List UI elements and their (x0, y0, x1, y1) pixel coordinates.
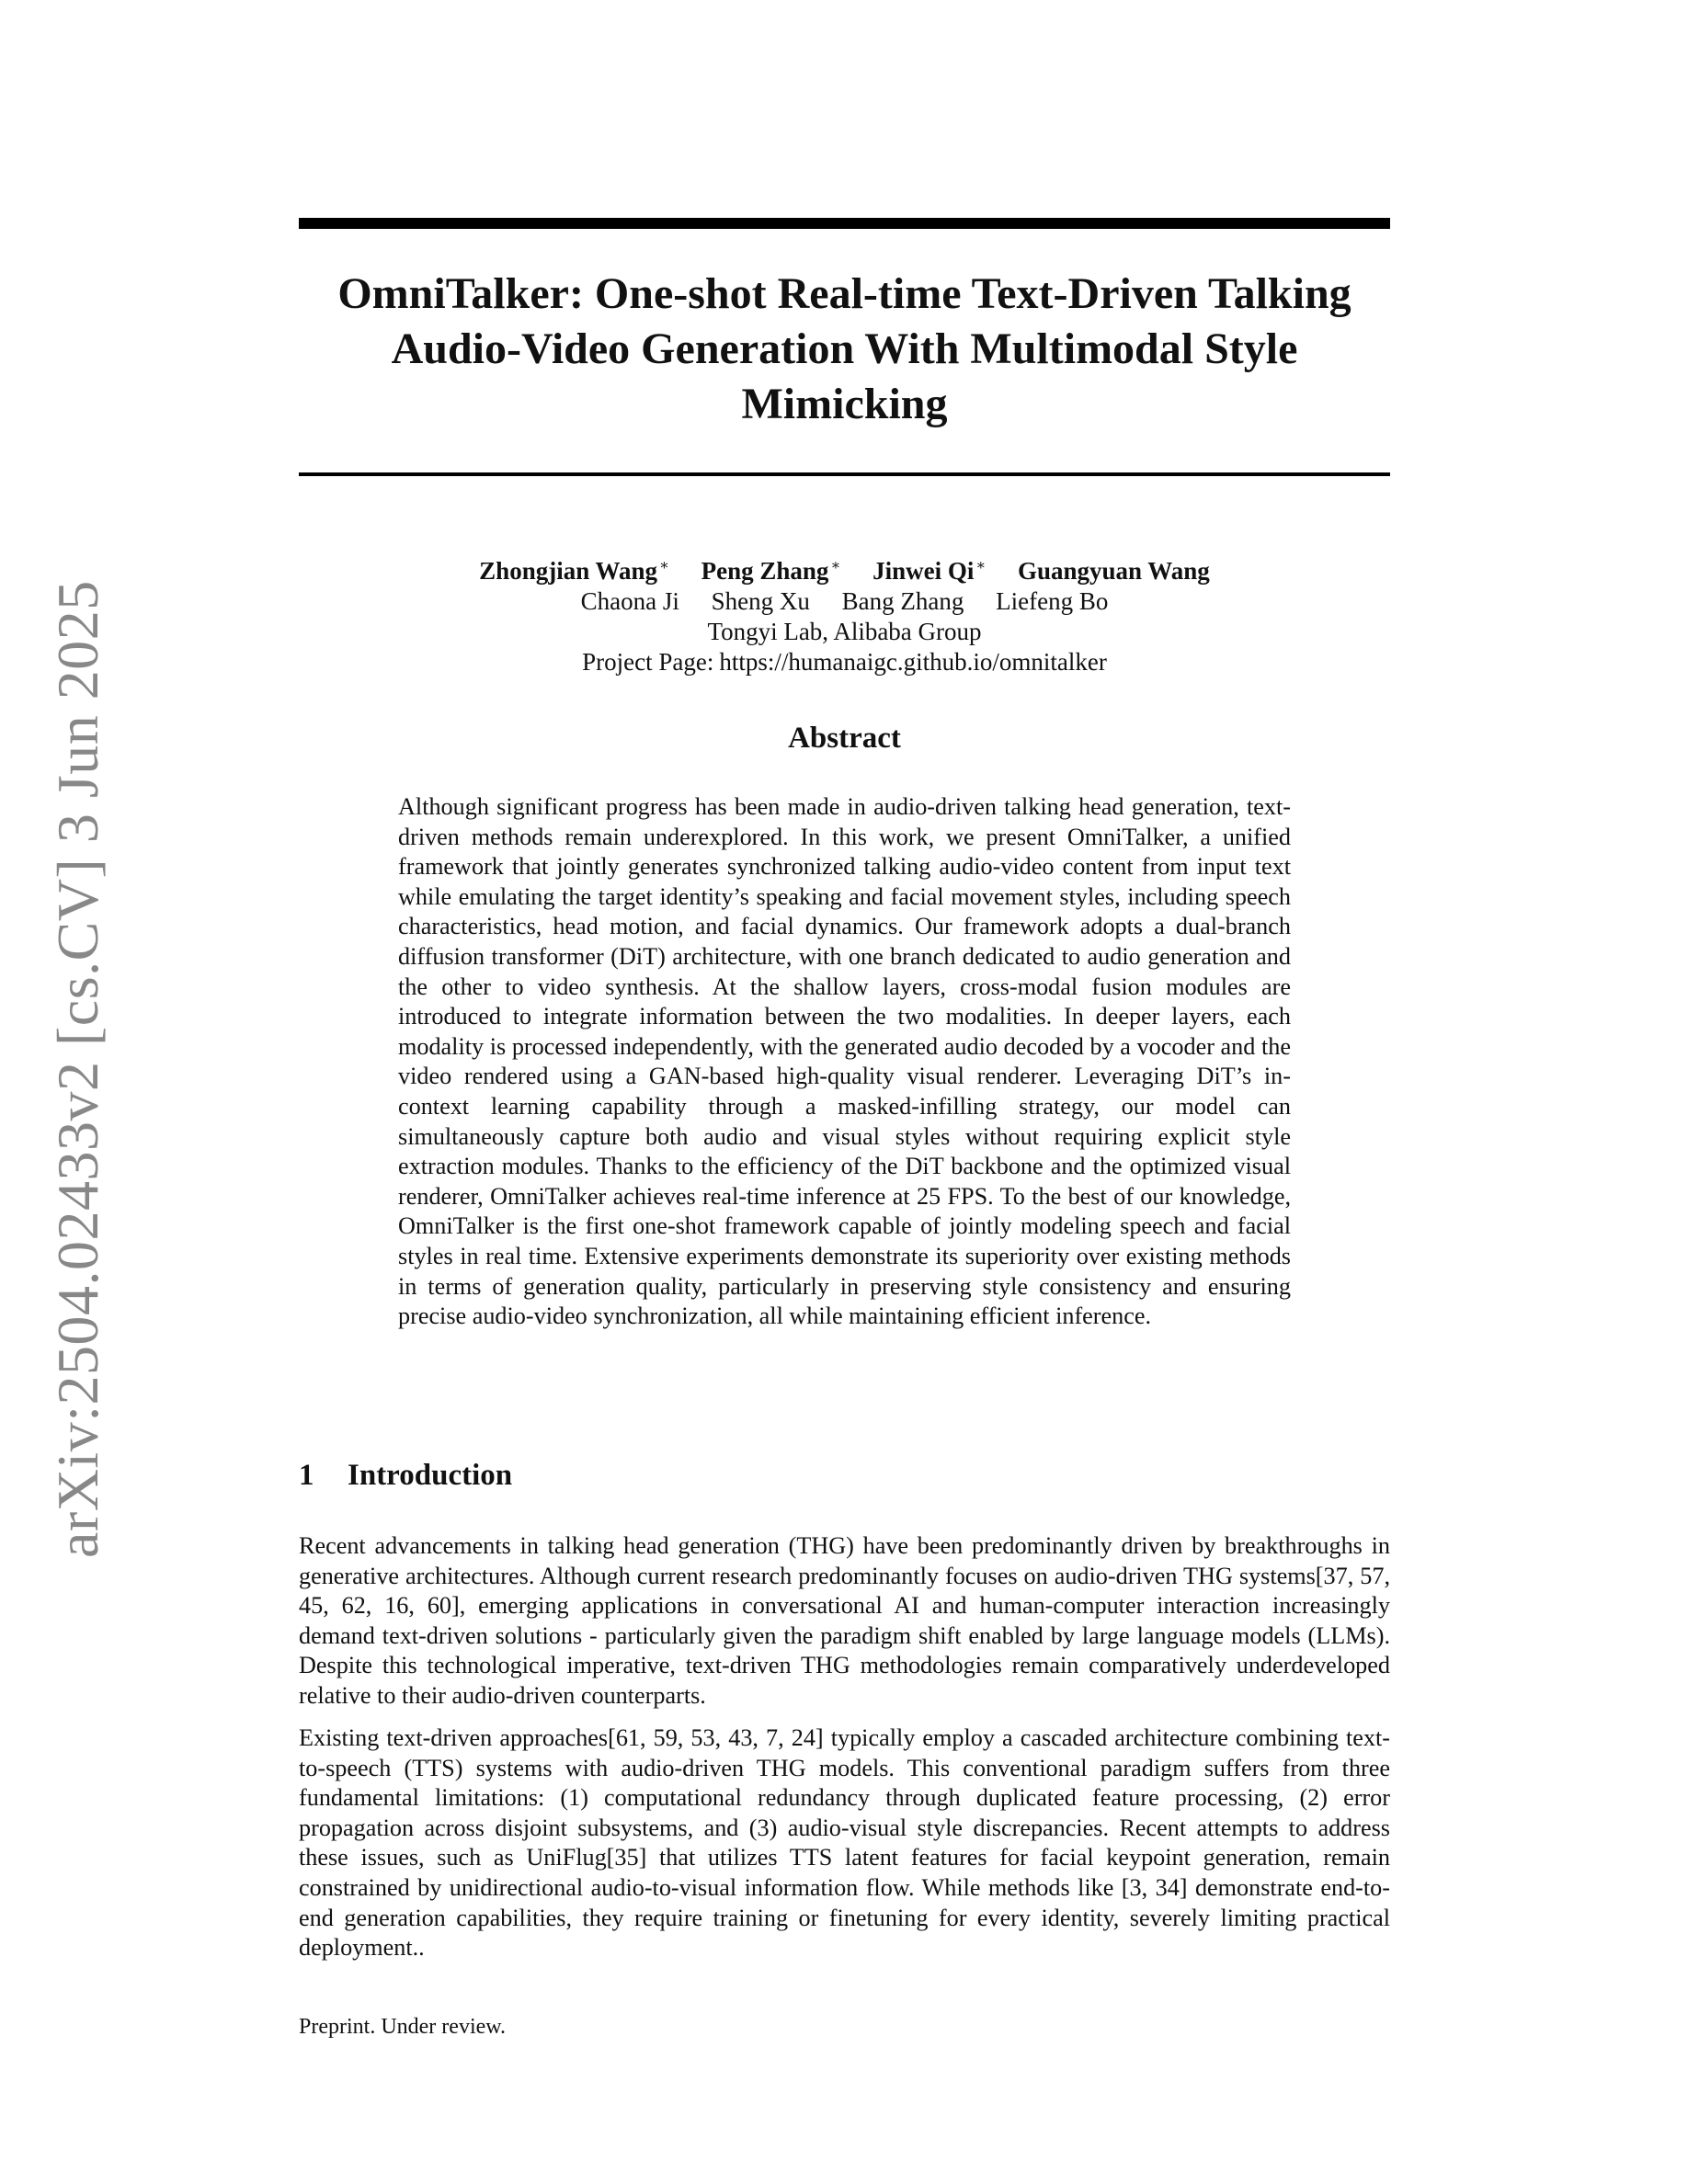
arxiv-side-stamp: arXiv:2504.02433v2 [cs.CV] 3 Jun 2025 (45, 580, 110, 1558)
author-name: Liefeng Bo (996, 587, 1109, 615)
section-heading-introduction (299, 1459, 512, 1493)
affiliation: Tongyi Lab, Alibaba Group (707, 618, 982, 645)
section-number: 1 (299, 1459, 314, 1492)
equal-contribution-mark: ∗ (830, 558, 841, 574)
equal-contribution-mark: ∗ (975, 558, 987, 574)
author-name: Guangyuan Wang (1017, 557, 1210, 585)
project-page (299, 647, 1390, 677)
author-name: Zhongjian Wang ∗ (479, 557, 669, 585)
project-page-link[interactable]: https://humanaigc.github.io/omnitalker (719, 648, 1107, 676)
author-name: Bang Zhang (841, 587, 964, 615)
author-name: Jinwei Qi ∗ (873, 557, 987, 585)
author-line-2 (299, 586, 1390, 617)
author-block (299, 551, 1390, 677)
paper-title: OmniTalker: One-shot Real-time Text-Driven Talking Audio-Video Generation With Multimodal Style Mimicking (337, 269, 1352, 428)
abstract-heading: Abstract (788, 722, 901, 755)
author-line-1 (299, 551, 1390, 586)
section-title: Introduction (348, 1459, 513, 1492)
title-rule-bottom (299, 472, 1390, 476)
author-name: Sheng Xu (711, 587, 810, 615)
title-rule-top (299, 218, 1390, 229)
intro-paragraph: Recent advancements in talking head generation (THG) have been predominantly driven by breakthroughs in generative architectures. Although current research predominantly focuses on audio-driven THG systems[37, 57, 45, 62, 16, 60], emerging applications in conversational AI and human-computer interaction increasingly demand text-driven solutions - particularly given the paradigm shift enabled by large language models (LLMs). Despite this technological imperative, text-driven THG methodologies remain comparatively underdeveloped relative to their audio-driven counterparts. (299, 1532, 1390, 1709)
abstract-body: Although significant progress has been made in audio-driven talking head generation, text-driven methods remain underexplored. In this work, we present OmniTalker, a unified framework that jointly generates synchronized talking audio-video content from input text while emulating the target identity’s speaking and facial movement styles, including speech characteristics, head motion, and facial dynamics. Our framework adopts a dual-branch diffusion transformer (DiT) architecture, with one branch dedicated to audio generation and the other to video synthesis. At the shallow layers, cross-modal fusion modules are introduced to integrate information between the two modalities. In deeper layers, each modality is processed independently, with the generated audio decoded by a vocoder and the video rendered using a GAN-based high-quality visual renderer. Leveraging DiT’s in-context learning capability through a masked-infilling strategy, our model can simultaneously capture both audio and visual styles without requiring explicit style extraction modules. Thanks to the efficiency of the DiT backbone and the optimized visual renderer, OmniTalker achieves real-time inference at 25 FPS. To the best of our knowledge, OmniTalker is the first one-shot framework capable of jointly modeling speech and facial styles in real time. Extensive experiments demonstrate its superiority over existing methods in terms of generation quality, particularly in preserving style consistency and ensuring precise audio-video synchronization, all while maintaining efficient inference. (398, 793, 1291, 1330)
author-name: Peng Zhang ∗ (701, 557, 841, 585)
intro-paragraph: Existing text-driven approaches[61, 59, 53, 43, 7, 24] typically employ a cascaded architecture combining text-to-speech (TTS) systems with audio-driven THG models. This conventional paradigm suffers from three fundamental limitations: (1) computational redundancy through duplicated feature processing, (2) error propagation across disjoint subsystems, and (3) audio-visual style discrepancies. Recent attempts to address these issues, such as UniFlug[35] that utilizes TTS latent features for facial keypoint generation, remain constrained by unidirectional audio-to-visual information flow. While methods like [3, 34] demonstrate end-to-end generation capabilities, they require training or finetuning for every identity, severely limiting practical deployment.. (299, 1724, 1390, 1962)
author-name: Chaona Ji (580, 587, 679, 615)
project-page-label: Project Page: (582, 648, 714, 676)
preprint-footnote: Preprint. Under review. (299, 2015, 507, 2039)
equal-contribution-mark: ∗ (659, 558, 669, 574)
